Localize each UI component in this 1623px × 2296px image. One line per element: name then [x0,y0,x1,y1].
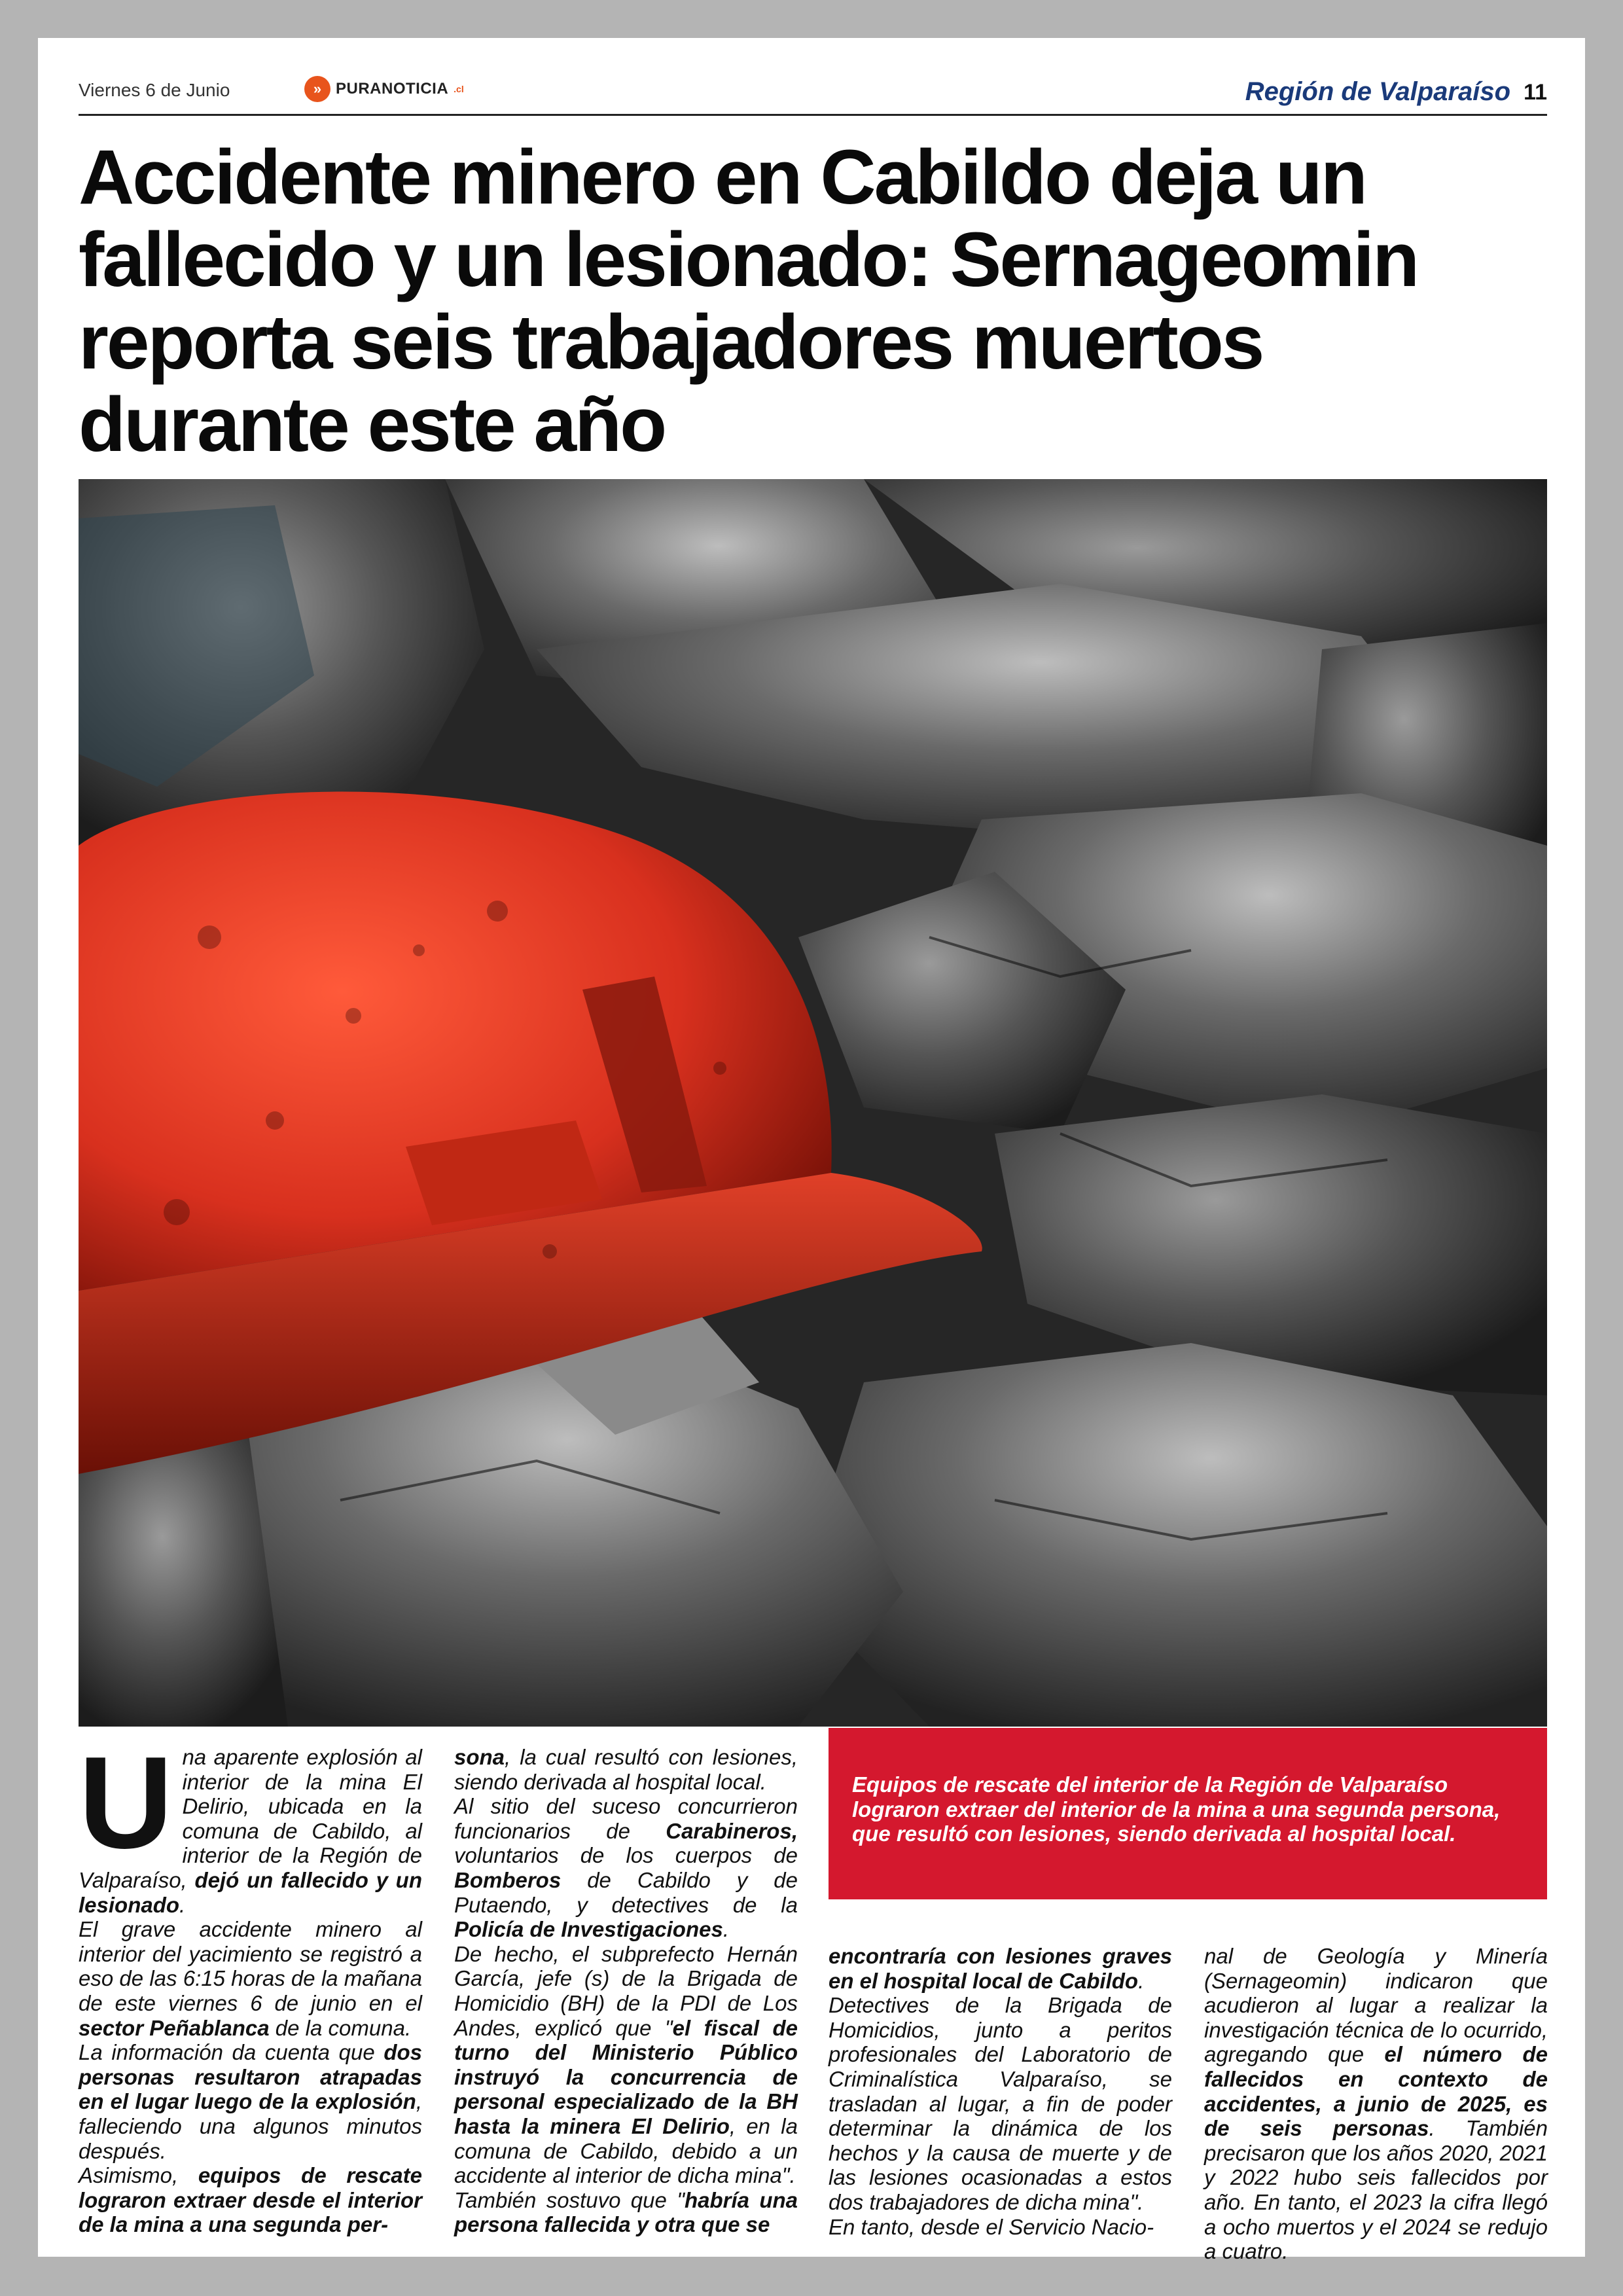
article-column-4 [1204,1944,1548,2264]
text-run: De hecho, el subprefecto Hernán García, jefe (s) de la Brigada de Homicidio (BH) de la PDI de Los Andes, explicó que " [454,1941,798,2040]
paragraph [454,1942,798,2188]
text-bold: Policía de Investigaciones [454,1917,723,1942]
text-bold: sona [454,1745,505,1769]
text-run: de la comuna. [269,2015,412,2040]
issue-date: Viernes 6 de Junio [79,80,230,100]
callout-text: Equipos de rescate del interior de la Región de Valparaíso lograron extraer del interior de la mina a una segunda persona, que resultó con lesiones, siendo derivada al hospital local. [852,1772,1501,1846]
helmet-on-coal-image [79,479,1547,1727]
text-run: , falleciendo una algunos minutos después. [79,2089,422,2163]
page-number: 11 [1524,80,1547,105]
text-bold: Carabineros, [666,1818,798,1843]
text-bold: habría una persona fallecida y otra que se [454,2187,798,2237]
text-run: . [1138,1968,1145,1993]
text-run: . [179,1892,186,1917]
text-run: , en la comuna de Cabildo, debido a un accidente al interior de dicha mina". [454,2113,798,2188]
paragraph [79,1917,422,2040]
paragraph [79,1730,422,1917]
text-run: , la cual resultó con lesiones, siendo derivada al hospital local. [454,1745,798,1794]
paragraph: En tanto, desde el Servicio Nacio- [829,2214,1154,2239]
puranoticia-logo [304,76,464,102]
article-column-2 [454,1745,798,2237]
text-run: El grave accidente minero al interior del yacimiento se registró a eso de las 6:15 horas de la mañana de este viernes 6 de junio en el [79,1917,422,2015]
article-column-3 [829,1944,1172,2239]
paragraph [454,1745,798,1794]
paragraph [454,1794,798,1942]
paragraph [829,1944,1172,1993]
paragraph [79,2163,422,2237]
text-run: La información da cuenta que [79,2040,384,2065]
text-bold: encontraría con lesiones graves en el hospital local de Cabildo [829,1944,1172,1993]
paragraph [79,2040,422,2163]
text-run: na aparente explosión al interior de la mina El Delirio, ubicada en la comuna de Cabildo, al interior de la Región de Valparaíso, [79,1745,422,1892]
text-run: . [722,1917,729,1942]
text-bold: el número de fallecidos en contexto de accidentes, a junio de 2025, es de seis personas [1204,2042,1548,2141]
text-bold: dejó un fallecido y un lesionado [79,1867,422,1917]
text-run: nal de Geología y Minería (Sernageomin) indicaron que acudieron al lugar a realizar la investigación técnica de lo ocurrido, agregando que [1204,1944,1548,2067]
logo-chevrons-icon: » [304,76,330,102]
paragraph [454,2188,798,2237]
paragraph [1204,1944,1548,2264]
paragraph: Detectives de la Brigada de Homicidios, junto a peritos profesionales del Laboratorio de Criminalística Valparaíso, se trasladan al lugar, a fin de poder determinar la dinámica de los hechos y la causa de muerte y de las lesiones ocasionadas a estos dos trabajadores de dicha mina". [829,1993,1172,2214]
text-bold: dos personas resultaron atrapadas en el lugar luego de la explosión [79,2040,422,2114]
logo-text: PURANOTICIA [336,80,449,98]
article-column-1 [79,1730,423,2237]
pull-quote-callout [829,1728,1547,1899]
text-run: de Cabildo y de Putaendo, y detectives de la [454,1867,798,1917]
text-run: Asimismo, [79,2163,198,2188]
text-bold: equipos de rescate lograron extraer desde el interior de la mina a una segunda per- [79,2163,423,2237]
text-bold: Bomberos [454,1867,562,1892]
article-headline: Accidente minero en Cabildo deja un fallecido y un lesionado: Sernageomin reporta seis trabajadores muertos durante este año [79,134,1418,468]
text-run: . También precisaron que los años 2020, 2021 y 2022 hubo seis fallecidos por año. En tanto, el 2023 la cifra llegó a ocho muertos y el 2024 se redujo a cuatro. [1204,2116,1548,2264]
text-bold: sector Peñablanca [79,2015,270,2040]
text-run: Al sitio del suceso concurrieron funcionarios de [454,1794,798,1843]
logo-suffix: .cl [454,84,464,94]
header-divider [79,114,1547,116]
text-run: También sostuvo que " [454,2187,685,2212]
text-run: voluntarios de los cuerpos de [454,1843,798,1868]
drop-cap: U [79,1730,173,1876]
text-bold: el fiscal de turno del Ministerio Público instruyó la concurrencia de personal especializado de la BH hasta la minera El Delirio [454,2015,798,2138]
article-photo-helmet-coal [79,479,1547,1727]
section-region: Región de Valparaíso [1245,77,1510,106]
